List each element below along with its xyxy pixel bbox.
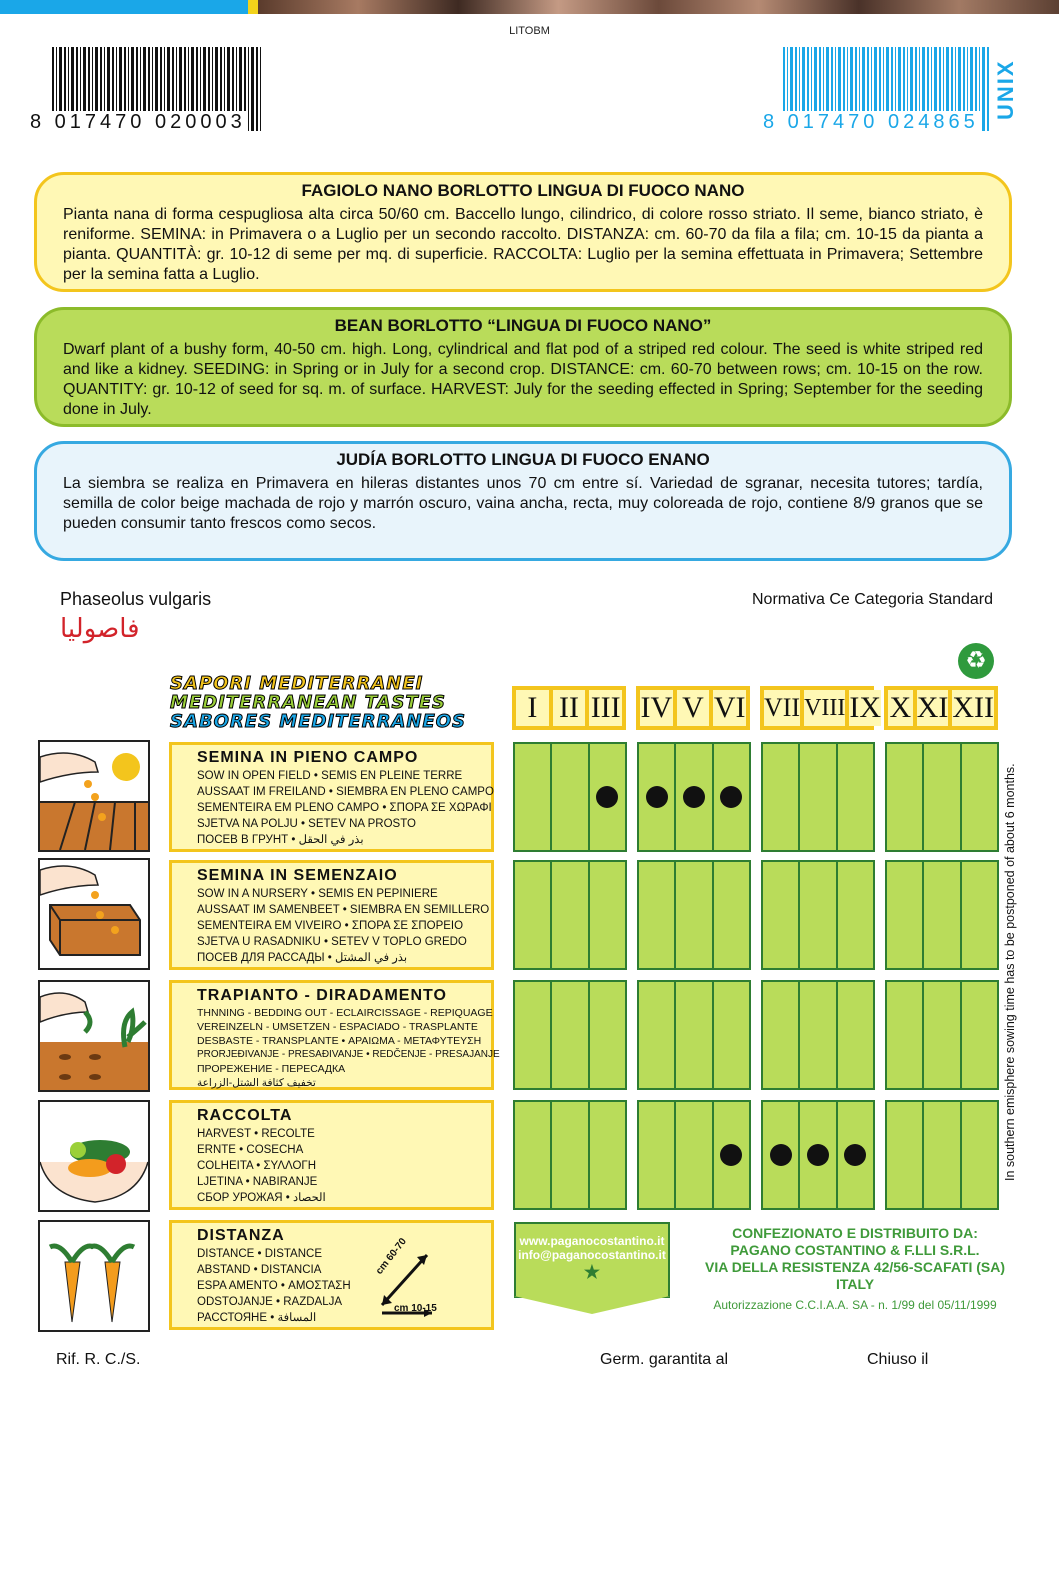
footer-closed: Chiuso il: [867, 1351, 929, 1368]
month-cell: [639, 1102, 676, 1208]
month-cell: [887, 744, 924, 850]
activity-line: СБОР УРОЖАЯ • الحصاد: [197, 1192, 326, 1204]
distributor-line-3: VIA DELLA RESISTENZA 42/56-SCAFATI (SA): [705, 1259, 1005, 1275]
month-cell: [590, 744, 625, 850]
activity-line: DESBASTE - TRANSPLANTE • ΑΡΑΙΩΜΑ - ΜΕΤΑΦΥΤΕΥΣΗ: [197, 1035, 482, 1047]
activity-label: [169, 1220, 494, 1330]
month-cell: [515, 744, 552, 850]
month-cell: [515, 982, 552, 1088]
transplant-icon: [38, 980, 150, 1092]
month-cell: [962, 982, 997, 1088]
standard-category: Normativa Ce Categoria Standard: [752, 591, 994, 608]
month-cell: [676, 1102, 713, 1208]
month-cell: [552, 862, 589, 968]
activity-line: AUSSAAT IM SAMENBEET • SIEMBRA EN SEMILLERO: [197, 904, 490, 916]
month-cell: [800, 982, 837, 1088]
activity-line: ПОСЕВ В ГРУНТ • بذر في الحقل: [197, 834, 364, 846]
southern-hemisphere-note: In southern emisphere sowing time has to be postponed of about 6 months.: [1003, 763, 1017, 1182]
month-cell: [590, 1102, 625, 1208]
printer-code: LITOBM: [509, 25, 550, 37]
activity-title: DISTANZA: [197, 1227, 285, 1244]
activity-line: SJETVA NA POLJU • SETEV NA PROSTO: [197, 818, 416, 830]
calendar-quarter: [761, 980, 875, 1090]
activity-line: SOW IN OPEN FIELD • SEMIS EN PLEINE TERRE: [197, 770, 463, 782]
month-cell: [838, 862, 873, 968]
calendar-quarter: [885, 742, 999, 852]
month-cell: [838, 1102, 873, 1208]
month-cell: [639, 982, 676, 1088]
star-icon: ★: [583, 1262, 601, 1282]
month-cell: [676, 982, 713, 1088]
month-marker-dot: [720, 786, 742, 808]
recycle-icon: ♻: [958, 643, 994, 679]
activity-line: ERNTE • COSECHA: [197, 1144, 304, 1156]
activity-line: VEREINZELN - UMSETZEN - ESPACIADO - TRASPLANTE: [197, 1021, 478, 1033]
month-cell: [924, 744, 961, 850]
activity-title: RACCOLTA: [197, 1107, 293, 1124]
month-marker-dot: [720, 1144, 742, 1166]
activity-label: [169, 742, 494, 852]
month-label: VI: [713, 691, 746, 724]
activity-line: PRORJEĐIVANJE - PRESAĐIVANJE • REDČENJE - PRESAJANJE: [197, 1049, 500, 1060]
month-cell: [714, 862, 749, 968]
month-cell: [924, 1102, 961, 1208]
activity-line: COLHEITA • ΣΥΛΛΟΓΗ: [197, 1160, 317, 1172]
distance-icon: [38, 1220, 150, 1332]
sowing-field-icon: [38, 740, 150, 852]
activity-label: [169, 980, 500, 1090]
barcode-right: [763, 47, 991, 133]
month-cell: [800, 1102, 837, 1208]
month-cell: [590, 862, 625, 968]
activity-line: DISTANCE • DISTANCE: [197, 1248, 323, 1260]
distributor-line-2: PAGANO COSTANTINO & F.LLI S.R.L.: [730, 1242, 980, 1258]
calendar-quarter: [513, 742, 627, 852]
arabic-name: فاصوليا: [60, 614, 140, 644]
description-english-text: Dwarf plant of a bushy form, 40-50 cm. high. Long, cylindrical and flat pod of a striped red colour. The seed is white striped red and like a kidney. SEEDING: in Spring or in July for a second crop. DISTANCE: cm. 60-70 between rows; cm. 10-15 on the row. QUANTITY: gr. 10-12 of seed for sq. m. of surface. HARVEST: July for the seeding effected in Spring; September for the seeding done in July.: [63, 341, 983, 418]
footer-germination: Germ. garantita al: [600, 1351, 729, 1368]
month-cell: [763, 1102, 800, 1208]
calendar-quarter: [761, 860, 875, 970]
month-cell: [714, 1102, 749, 1208]
activity-title: SEMINA IN PIENO CAMPO: [197, 749, 419, 766]
description-english: [34, 307, 1012, 427]
website-url[interactable]: www.paganocostantino.it: [519, 1234, 665, 1248]
month-cell: [763, 982, 800, 1088]
description-italian-text: Pianta nana di forma cespugliosa alta circa 50/60 cm. Baccello lungo, cilindrico, di colore rosso striato. Il seme, bianco striato, è reniforme. SEMINA: in Primavera o a Luglio per un secondo raccolto. DISTANZA: cm. 60-70 da fila a fila; cm. 10-15 da pianta a pianta. QUANTITÀ: gr. 10-12 di seme per mq. di superficie. RACCOLTA: Luglio per la semina effettuata in Primavera; Settembre per la semina fatta a Luglio.: [63, 206, 983, 283]
description-english-title: BEAN BORLOTTO “LINGUA DI FUOCO NANO”: [334, 316, 712, 335]
activity-line: LJETINA • NABIRANJE: [197, 1176, 318, 1188]
month-marker-dot: [844, 1144, 866, 1166]
month-cell: [763, 862, 800, 968]
calendar-quarter: [761, 742, 875, 852]
calendar-quarter: [513, 860, 627, 970]
calendar-quarter: [637, 742, 751, 852]
activity-line: HARVEST • RECOLTE: [197, 1128, 315, 1140]
month-cell: [552, 744, 589, 850]
month-cell: [800, 744, 837, 850]
month-cell: [838, 744, 873, 850]
calendar-quarter: [885, 980, 999, 1090]
description-spanish-title: JUDÍA BORLOTTO LINGUA DI FUOCO ENANO: [336, 450, 710, 469]
distance-rows-label: cm 60-70: [373, 1236, 409, 1277]
month-cell: [887, 982, 924, 1088]
activity-line: تخفيف كثافة الشتل-الزراعة: [197, 1077, 316, 1089]
month-cell: [887, 862, 924, 968]
month-cell: [515, 862, 552, 968]
month-cell: [714, 744, 749, 850]
barcode-left-digits: 8 017470 020003: [30, 111, 246, 133]
barcode-right-digits: 8 017470 024865: [763, 111, 979, 133]
top-photo-strip: [0, 0, 1059, 14]
month-cell: [676, 862, 713, 968]
activity-line: РАССТОЯНЕ • المسافة: [197, 1312, 317, 1324]
month-label: V: [677, 690, 710, 726]
month-marker-dot: [683, 786, 705, 808]
calendar-quarter: [637, 980, 751, 1090]
month-cell: [676, 744, 713, 850]
month-marker-dot: [807, 1144, 829, 1166]
calendar-quarter: [513, 980, 627, 1090]
collection-spanish: SABORES MEDITERRANEOS: [170, 711, 467, 732]
month-label: IV: [640, 691, 673, 724]
activity-line: SOW IN A NURSERY • SEMIS EN PEPINIERE: [197, 888, 438, 900]
month-cell: [887, 1102, 924, 1208]
harvest-icon: [38, 1100, 150, 1212]
month-label: XII: [952, 691, 994, 724]
month-cell: [552, 982, 589, 1088]
month-cell: [962, 862, 997, 968]
month-cell: [714, 982, 749, 1088]
month-cell: [962, 744, 997, 850]
month-label: VIII: [804, 690, 845, 726]
month-cell: [763, 744, 800, 850]
distributor-line-4: ITALY: [835, 1276, 875, 1292]
month-cell: [639, 862, 676, 968]
month-label: I: [516, 690, 549, 726]
activity-line: ABSTAND • DISTANCIA: [197, 1264, 322, 1276]
activity-label: [169, 1100, 494, 1210]
activity-line: THNNING - BEDDING OUT - ECLAIRCISSAGE - REPIQUAGE: [197, 1007, 493, 1019]
activity-line: ПРОРЕЖЕНИЕ - ПЕРЕСАДКА: [197, 1063, 346, 1075]
description-italian: [34, 172, 1012, 292]
email-address[interactable]: info@paganocostantino.it: [518, 1248, 666, 1262]
collection-title: [170, 674, 494, 731]
authorization: Autorizzazione C.C.I.A.A. SA - n. 1/99 del 05/11/1999: [713, 1298, 997, 1312]
month-cell: [515, 1102, 552, 1208]
month-label: III: [590, 691, 621, 724]
month-marker-dot: [596, 786, 618, 808]
activity-title: SEMINA IN SEMENZAIO: [197, 867, 398, 884]
month-cell: [924, 982, 961, 1088]
activity-line: SEMENTEIRA EM PLENO CAMPO • ΣΠΟΡΑ ΣΕ ΧΩΡΑΦΙ: [197, 802, 492, 814]
description-spanish-text: La siembra se realiza en Primavera en hileras distantes unos 70 cm entre sí. Variedad de sgranar, necesita tutores; tardía, semilla de color beige machada de rojo y marrón oscuro, vaina ancha, recta, muy coloreada de rojo, contiene 8/9 granos que se pueden consumir tanto frescos como secos.: [63, 475, 983, 532]
calendar-quarter: [637, 860, 751, 970]
activity-line: ESPA AMENTO • ΑΜΟΣΤΑΣΗ: [197, 1280, 351, 1292]
activity-line: ПОСЕВ ДЛЯ РАССАДЫ • بذر في المشتل: [197, 952, 408, 964]
activity-label: [169, 860, 494, 970]
footer-ref: Rif. R. C./S.: [56, 1351, 141, 1368]
activity-title: TRAPIANTO - DIRADAMENTO: [197, 987, 447, 1004]
months-q4: [884, 686, 998, 730]
description-spanish: [34, 441, 1012, 561]
month-label: XI: [916, 691, 949, 724]
calendar-quarter: [637, 1100, 751, 1210]
description-italian-title: FAGIOLO NANO BORLOTTO LINGUA DI FUOCO NANO: [301, 181, 745, 200]
month-marker-dot: [770, 1144, 792, 1166]
latin-name: Phaseolus vulgaris: [60, 589, 212, 609]
barcode-left: [30, 47, 260, 133]
distance-plants-label: cm 10-15: [394, 1303, 437, 1314]
collection-english: MEDITERRANEAN TASTES: [170, 692, 447, 713]
activity-line: SJETVA U RASADNIKU • SETEV V TOPLO GREDO: [197, 936, 467, 948]
website-badge[interactable]: [514, 1222, 670, 1298]
calendar-quarter: [885, 1100, 999, 1210]
activity-line: AUSSAAT IM FREILAND • SIEMBRA EN PLENO CAMPO: [197, 786, 494, 798]
distributor-line-1: CONFEZIONATO E DISTRIBUITO DA:: [732, 1225, 978, 1241]
month-cell: [962, 1102, 997, 1208]
month-cell: [800, 862, 837, 968]
month-label: X: [889, 691, 912, 724]
month-cell: [552, 1102, 589, 1208]
collection-italian: SAPORI MEDITERRANEI: [170, 673, 424, 694]
month-cell: [838, 982, 873, 1088]
month-label: VII: [764, 690, 800, 726]
month-label: IX: [849, 691, 882, 724]
unix-logo: UNIX: [993, 59, 1018, 121]
activity-line: ODSTOJANJE • RAZDALJA: [197, 1296, 343, 1308]
distributor-info: [680, 1225, 1030, 1314]
month-cell: [590, 982, 625, 1088]
calendar-quarter: [513, 1100, 627, 1210]
calendar-quarter: [885, 860, 999, 970]
month-cell: [924, 862, 961, 968]
months-q2: [636, 686, 750, 730]
activity-line: SEMENTEIRA EM VIVEIRO • ΣΠΟΡΑ ΣΕ ΣΠΟΡΕΙΟ: [197, 920, 464, 932]
month-label: II: [553, 690, 586, 726]
months-q3: [760, 686, 882, 730]
month-marker-dot: [646, 786, 668, 808]
sowing-nursery-icon: [38, 858, 150, 970]
month-cell: [639, 744, 676, 850]
months-q1: [512, 686, 626, 730]
calendar-quarter: [761, 1100, 875, 1210]
